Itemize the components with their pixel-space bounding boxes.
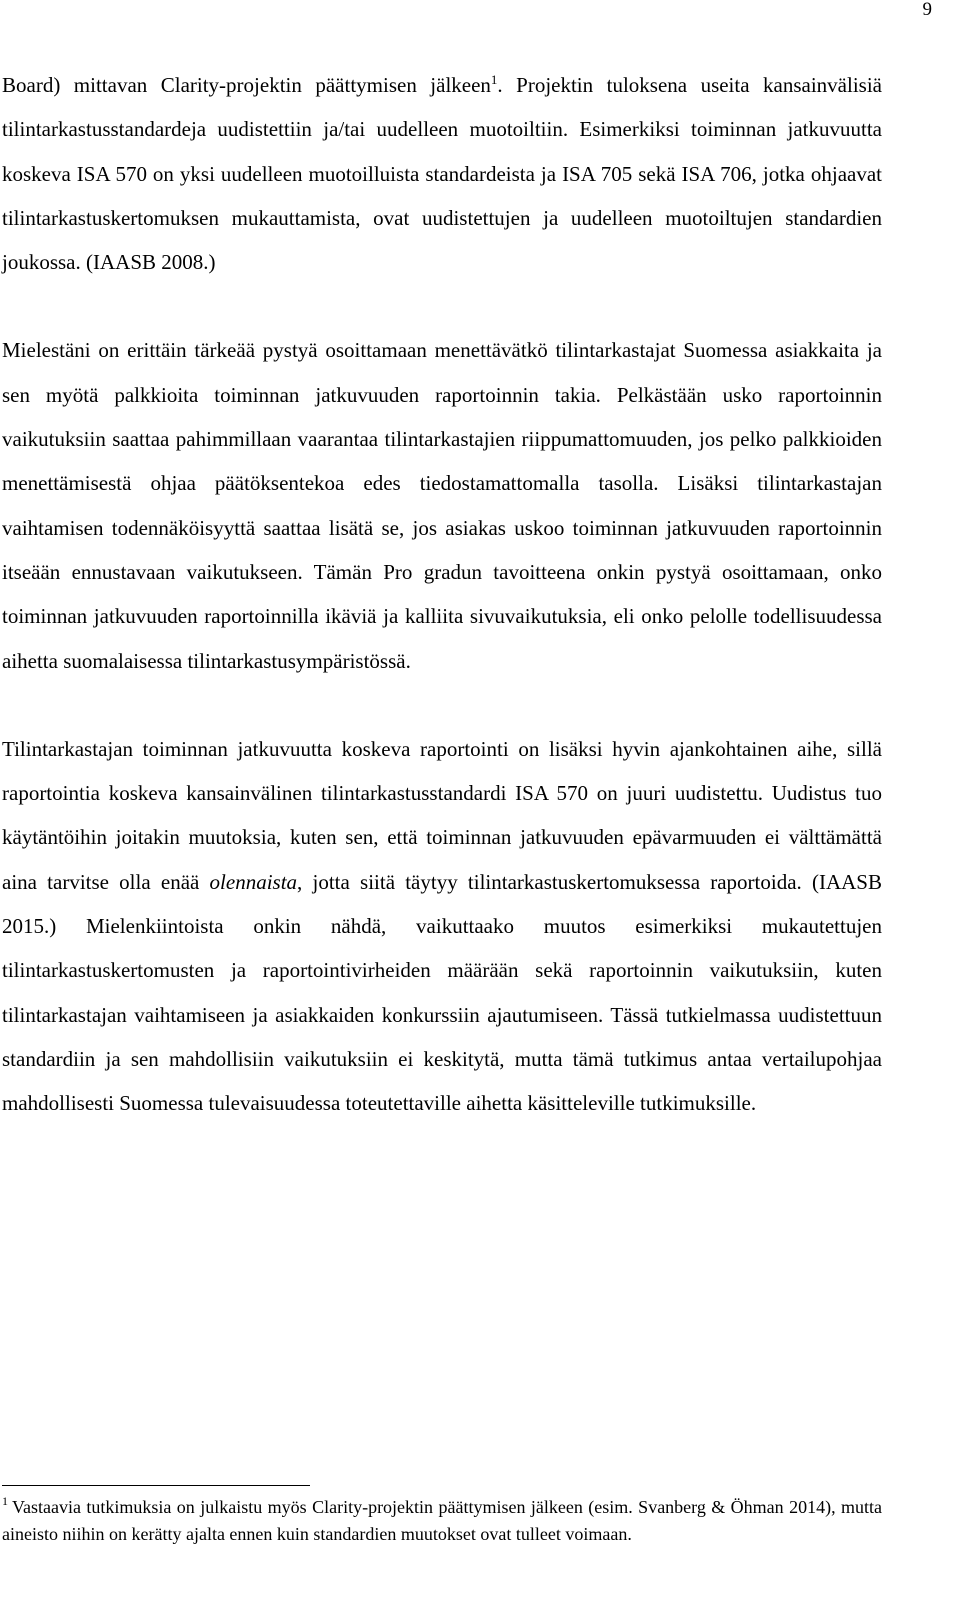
footnote — [2, 1494, 882, 1548]
footnote-number: 1 — [2, 1494, 8, 1508]
paragraph-3-rest: , jotta siitä täytyy tilintarkastuskertomuksessa raportoida. (IAASB 2015.) Mielenkiintoista onkin nähdä, vaikuttaako muutos esimerkiksi mukautettujen tilintarkastuskertomusten ja raportointivirheiden määrään sekä raportoinnin vaikutuksiin, kuten tilintarkastajan vaihtamiseen ja asiakkaiden konkurssiin ajautumiseen. Tässä tutkielmassa uudistettuun standardiin ja sen mahdollisiin vaikutuksiin ei keskitytä, mutta tämä tutkimus antaa vertailupohjaa mahdollisesti Suomessa tulevaisuudessa toteutettaville aihetta käsitteleville tutkimuksille. — [2, 869, 882, 1116]
footnote-reference: 1 — [490, 72, 498, 87]
paragraph-3-start: Tilintarkastajan toiminnan jatkuvuutta koskeva raportointi on lisäksi hyvin ajankohtainen aihe, sillä raportointia koskeva kansainvälinen tilintarkastusstandardi ISA 570 on juuri uudistettu. Uudistus tuo käytäntöihin joitakin muutoksia, kuten sen, että toiminnan jatkuvuuden epävarmuuden ei välttämättä aina tarvitse olla enää — [2, 736, 882, 894]
paragraph-1-start: Board) mittavan Clarity-projektin päättymisen jälkeen — [2, 73, 491, 97]
paragraph-1-rest: . Projektin tuloksena useita kansainvälisiä tilintarkastusstandardeja uudistettiin ja/tai uudelleen muotoiltiin. Esimerkiksi toiminnan jatkuvuutta koskeva ISA 570 on yksi uudelleen muotoilluista standardeista ja ISA 705 sekä ISA 706, jotka ohjaavat tilintarkastuskertomuksen mukauttamista, ovat uudistettujen ja uudelleen muotoiltujen standardien joukossa. (IAASB 2008.) — [2, 73, 882, 275]
footnote-text: Vastaavia tutkimuksia on julkaistu myös Clarity-projektin päättymisen jälkeen (esim. Svanberg & Öhman 2014), mutta aineisto niihin on kerätty ajalta ennen kuin standardien muutokset ovat tulleet voimaan. — [2, 1497, 882, 1544]
page-number: 9 — [922, 0, 932, 20]
body-text — [2, 63, 882, 1126]
paragraph-3 — [2, 727, 882, 1126]
paragraph-1 — [2, 63, 882, 284]
emphasized-term: olennaista — [209, 869, 298, 894]
footnote-divider — [2, 1485, 310, 1486]
paragraph-2: Mielestäni on erittäin tärkeää pystyä osoittamaan menettävätkö tilintarkastajat Suomessa asiakkaita ja sen myötä palkkioita toiminnan jatkuvuuden raportoinnin takia. Pelkästään usko raportoinnin vaikutuksiin saattaa pahimmillaan vaarantaa tilintarkastajien riippumattomuuden, jos pelko palkkioiden menettämisestä ohjaa päätöksentekoa edes tiedostamattomalla tasolla. Lisäksi tilintarkastajan vaihtamisen todennäköisyyttä saattaa lisätä se, jos asiakas uskoo toiminnan jatkuvuuden raportoinnin itseään ennustavaan vaikutukseen. Tämän Pro gradun tavoitteena onkin pystyä osoittamaan, onko toiminnan jatkuvuuden raportoinnilla ikäviä ja kalliita sivuvaikutuksia, eli onko pelolle todellisuudessa aihetta suomalaisessa tilintarkastusympäristössä. — [2, 338, 882, 673]
